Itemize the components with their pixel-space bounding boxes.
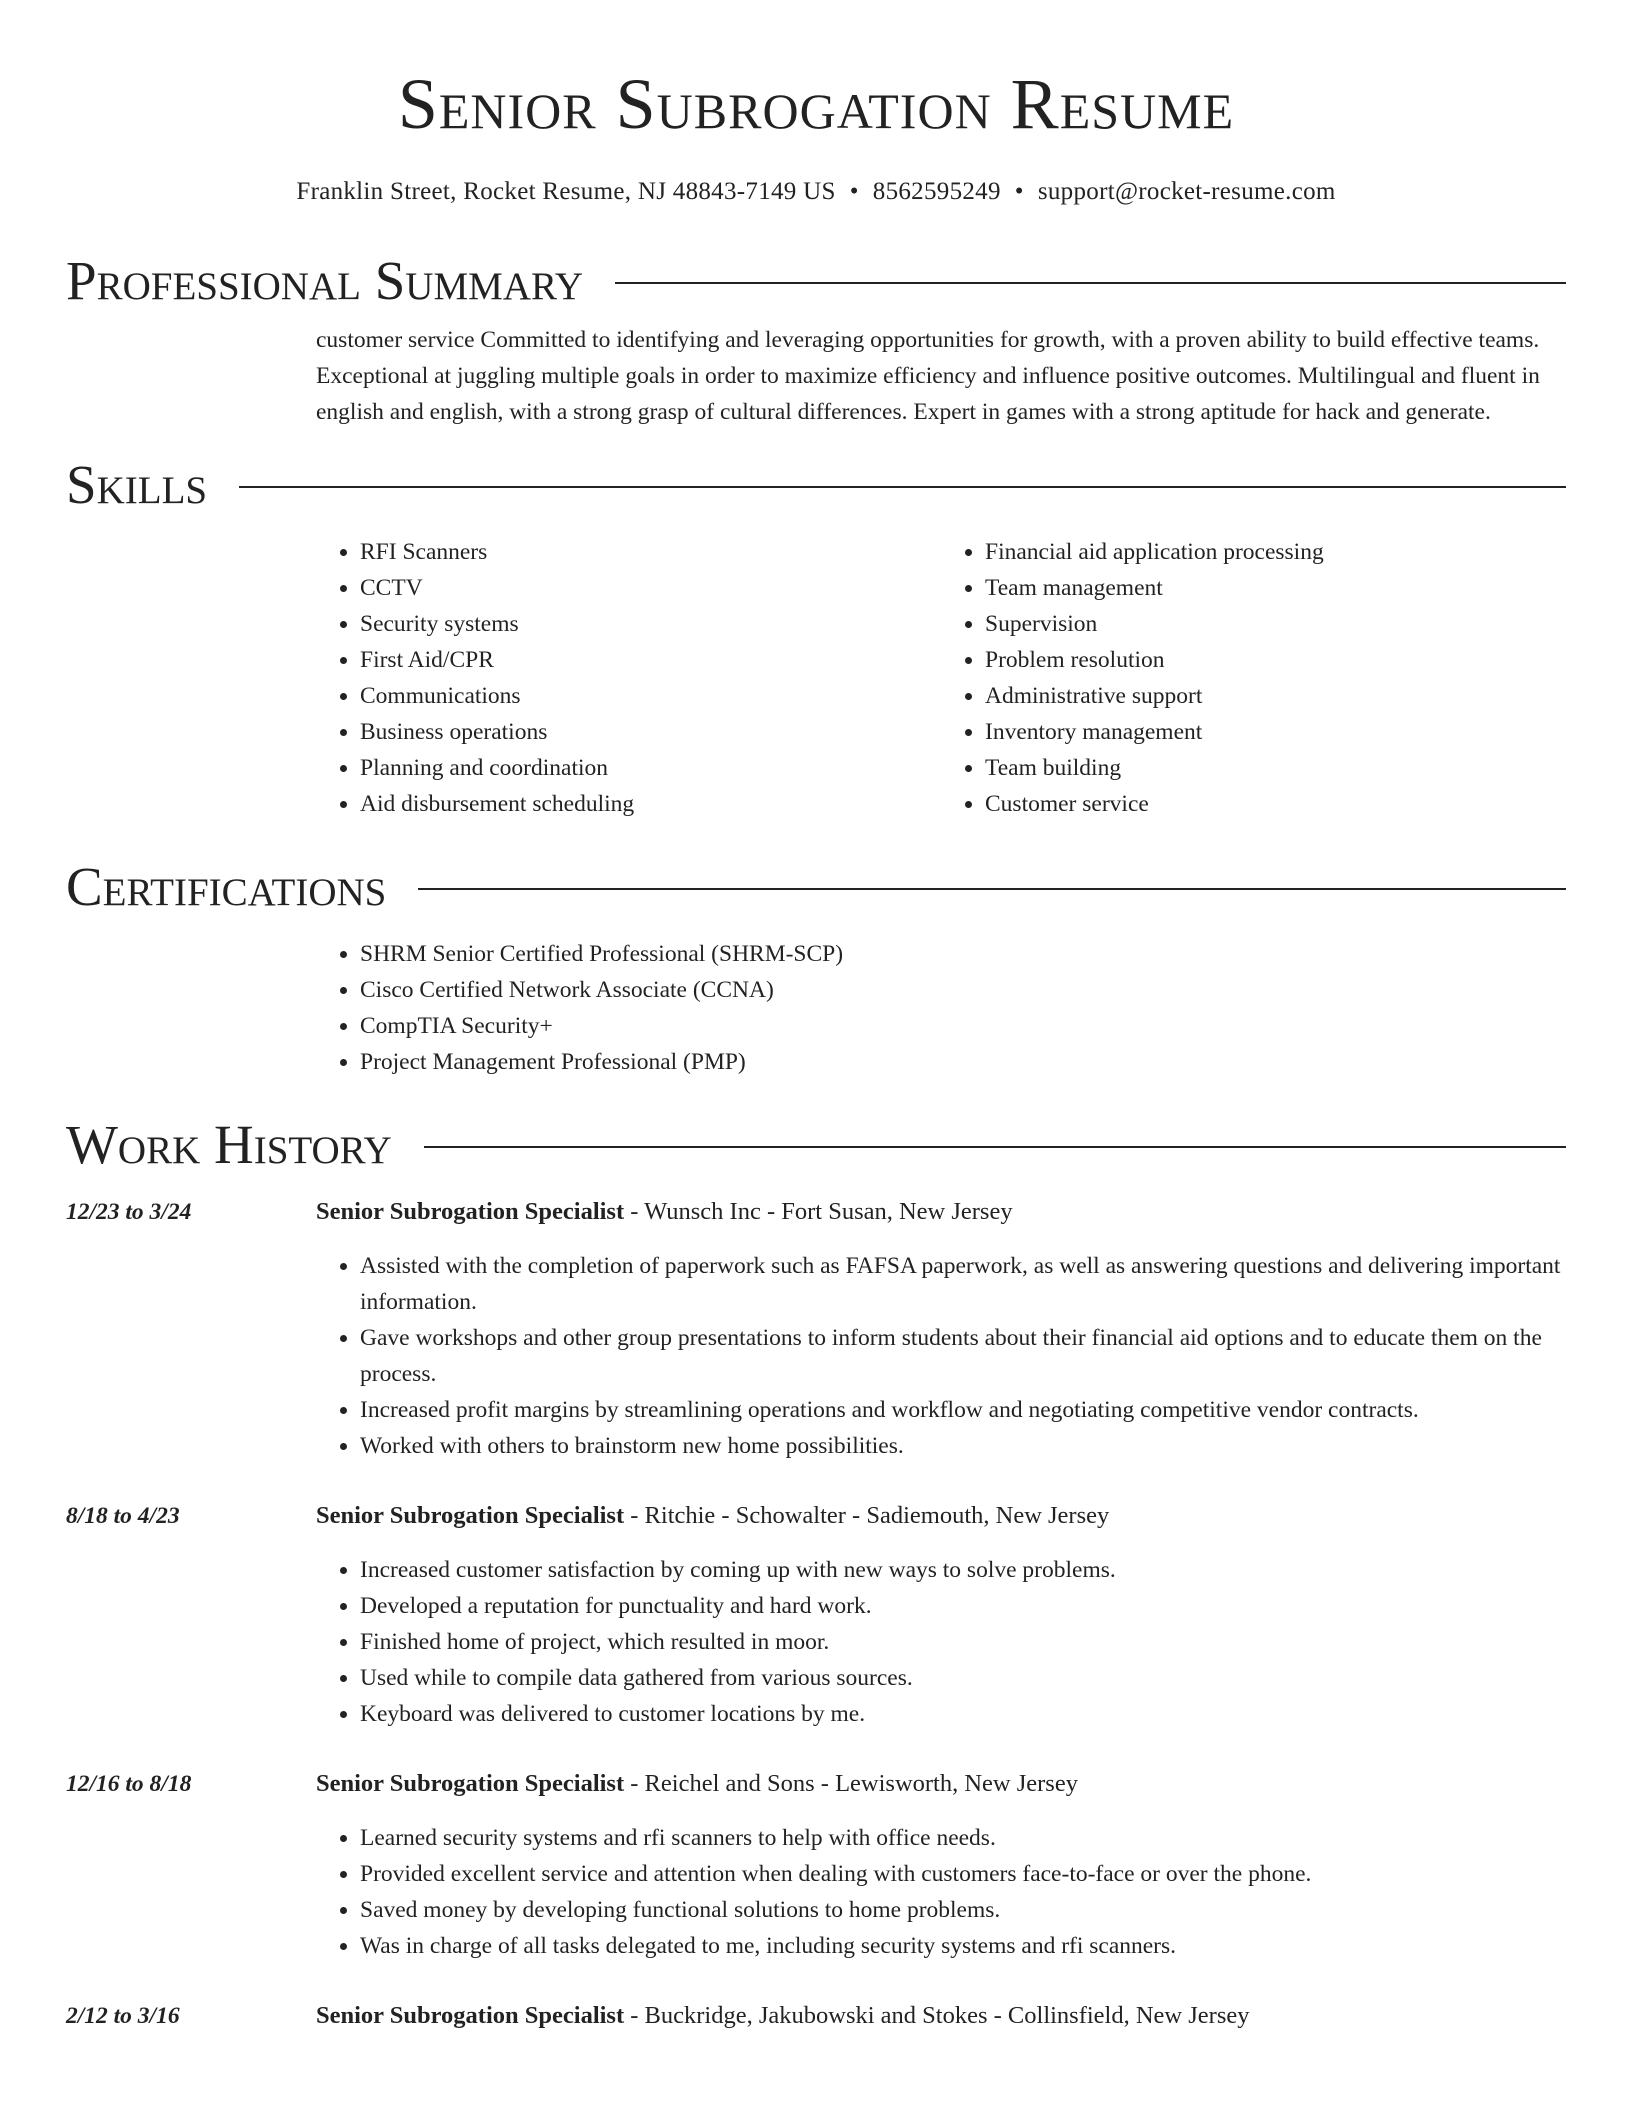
contact-address: Franklin Street, Rocket Resume, NJ 48843-7149 US: [296, 178, 836, 205]
contact-email: support@rocket-resume.com: [1037, 178, 1336, 205]
job-bullet: • Was in charge of all tasks delegated to me, including security systems and rfi scanners.: [360, 1928, 1566, 1964]
certifications-section: [316, 936, 1566, 1080]
job-title: Senior Subrogation Specialist: [316, 1770, 625, 1797]
certification-item: • CompTIA Security+: [360, 1008, 1566, 1044]
job-details: [316, 1998, 1566, 2034]
section-heading-certifications: [66, 852, 1566, 922]
contact-phone: 8562595249: [872, 178, 1001, 205]
skill-item: • Supervision: [985, 606, 1566, 642]
job-title: Senior Subrogation Specialist: [316, 1502, 625, 1529]
skill-item: • Customer service: [985, 786, 1566, 822]
skill-item: • Communications: [360, 678, 941, 714]
skill-item: • First Aid/CPR: [360, 642, 941, 678]
section-title: Certifications: [66, 856, 387, 917]
job-bullet: • Increased customer satisfaction by coming up with new ways to solve problems.: [360, 1552, 1566, 1588]
skills-section: [316, 534, 1566, 822]
section-heading-work-history: [66, 1110, 1566, 1180]
summary-text: customer service Committed to identifying and leveraging opportunities for growth, with a proven ability to build effective teams. Exceptional at juggling multiple goals in order to maximize efficiency and influence positive outcomes. Multilingual and fluent in english and english, with a strong grasp of cultural differences. Expert in games with a strong aptitude for hack and generate.: [316, 327, 1540, 425]
job-org: - Buckridge, Jakubowski and Stokes - Collinsfield, New Jersey: [624, 2002, 1250, 2029]
job-bullet: • Developed a reputation for punctuality and hard work.: [360, 1588, 1566, 1624]
job-bullet: • Finished home of project, which resulted in moor.: [360, 1624, 1566, 1660]
job-bullet: • Keyboard was delivered to customer locations by me.: [360, 1696, 1566, 1732]
job-title: Senior Subrogation Specialist: [316, 1198, 625, 1225]
skill-item: • Security systems: [360, 606, 941, 642]
contact-separator: •: [1014, 178, 1024, 205]
job-bullet: • Used while to compile data gathered from various sources.: [360, 1660, 1566, 1696]
section-rule: [418, 888, 1566, 890]
job-entry: [66, 1498, 1566, 1732]
job-bullet: • Saved money by developing functional solutions to home problems.: [360, 1892, 1566, 1928]
skill-item: • Inventory management: [985, 714, 1566, 750]
job-dates: 12/23 to 3/24: [66, 1199, 192, 1225]
job-org: - Ritchie - Schowalter - Sadiemouth, New Jersey: [624, 1502, 1110, 1529]
job-entry: [66, 1766, 1566, 1964]
skills-list-left: [316, 534, 941, 822]
section-rule: [424, 1146, 1566, 1148]
skill-item: • Administrative support: [985, 678, 1566, 714]
skill-item: • Aid disbursement scheduling: [360, 786, 941, 822]
job-bullet: • Provided excellent service and attention when dealing with customers face-to-face or over the phone.: [360, 1856, 1566, 1892]
job-bullet: • Learned security systems and rfi scanners to help with office needs.: [360, 1820, 1566, 1856]
certification-item: • SHRM Senior Certified Professional (SHRM-SCP): [360, 936, 1566, 972]
job-dates: 2/12 to 3/16: [66, 2003, 180, 2029]
job-entry: [66, 1194, 1566, 1464]
job-bullet: • Increased profit margins by streamlining operations and workflow and negotiating competitive vendor contracts.: [360, 1392, 1566, 1428]
certifications-list: [316, 936, 1566, 1080]
job-dates: 8/18 to 4/23: [66, 1503, 180, 1529]
skill-item: • Problem resolution: [985, 642, 1566, 678]
summary-section: [316, 322, 1566, 430]
job-details: [316, 1766, 1566, 1964]
section-title: Professional Summary: [66, 250, 584, 311]
job-bullets: [316, 1552, 1566, 1732]
skill-item: • Business operations: [360, 714, 941, 750]
skill-item: • Team building: [985, 750, 1566, 786]
contact-separator: •: [849, 178, 859, 205]
certification-item: • Cisco Certified Network Associate (CCNA): [360, 972, 1566, 1008]
skill-item: • RFI Scanners: [360, 534, 941, 570]
job-title-line: [316, 1194, 1566, 1230]
job-bullet: • Gave workshops and other group presentations to inform students about their financial aid options and to educate them on the process.: [360, 1320, 1566, 1392]
skill-item: • Financial aid application processing: [985, 534, 1566, 570]
job-bullets: [316, 1820, 1566, 1964]
job-entry: [66, 1998, 1566, 2034]
job-org: - Wunsch Inc - Fort Susan, New Jersey: [624, 1198, 1013, 1225]
certification-item: • Project Management Professional (PMP): [360, 1044, 1566, 1080]
resume-title: Senior Subrogation Resume: [397, 64, 1235, 144]
skills-list-right: [941, 534, 1566, 822]
section-title: Work History: [66, 1114, 392, 1175]
job-title-line: [316, 1998, 1566, 2034]
skill-item: • Team management: [985, 570, 1566, 606]
job-title: Senior Subrogation Specialist: [316, 2002, 625, 2029]
contact-line: [66, 174, 1566, 210]
job-details: [316, 1194, 1566, 1464]
section-rule: [239, 486, 1566, 488]
skill-item: • CCTV: [360, 570, 941, 606]
job-bullets: [316, 1248, 1566, 1464]
job-org: - Reichel and Sons - Lewisworth, New Jersey: [624, 1770, 1078, 1797]
section-heading-summary: [66, 246, 1566, 316]
job-details: [316, 1498, 1566, 1732]
job-dates: 12/16 to 8/18: [66, 1771, 192, 1797]
section-title: Skills: [66, 454, 208, 515]
section-heading-skills: [66, 450, 1566, 520]
skill-item: • Planning and coordination: [360, 750, 941, 786]
job-title-line: [316, 1498, 1566, 1534]
job-bullet: • Assisted with the completion of paperwork such as FAFSA paperwork, as well as answering questions and delivering important information.: [360, 1248, 1566, 1320]
section-rule: [615, 282, 1566, 284]
job-title-line: [316, 1766, 1566, 1802]
job-bullet: • Worked with others to brainstorm new home possibilities.: [360, 1428, 1566, 1464]
